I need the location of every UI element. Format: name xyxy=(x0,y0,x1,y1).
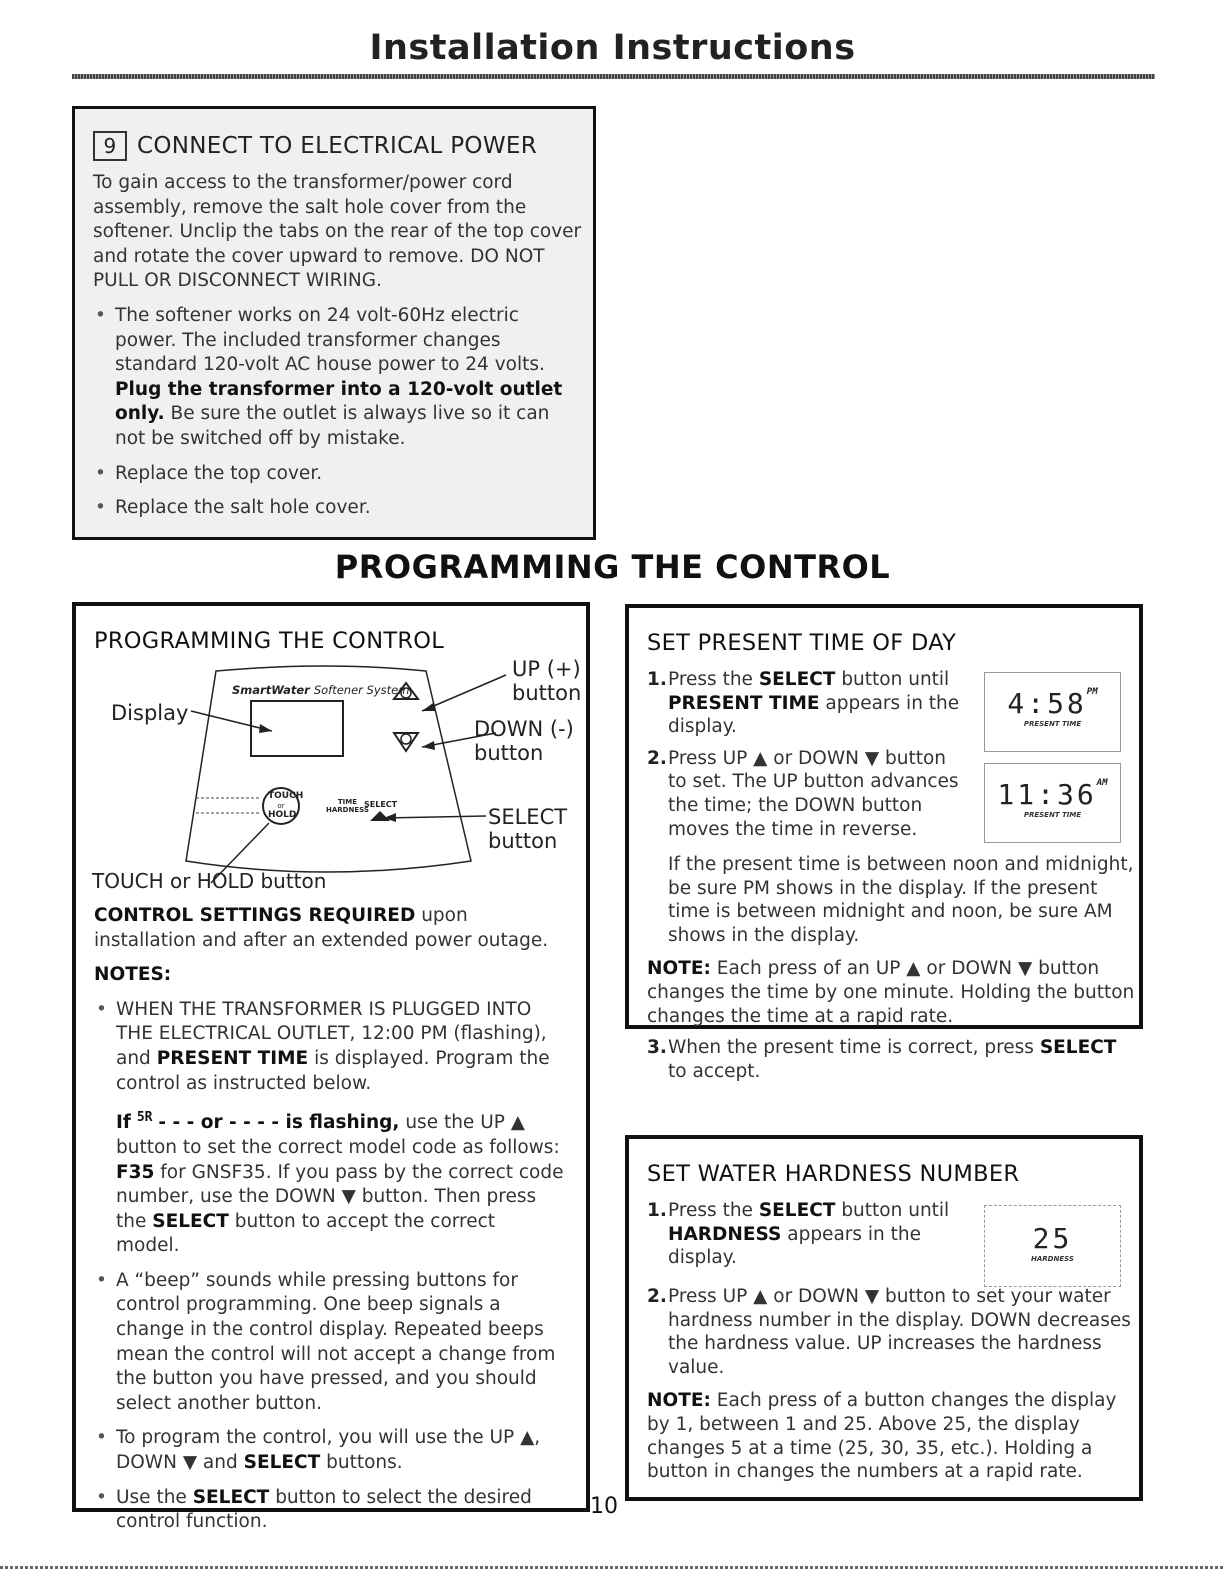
hardness-step-2 xyxy=(647,1285,1137,1379)
hardness-step-1-a: Press the xyxy=(668,1200,753,1221)
page-number: 10 xyxy=(590,1494,618,1519)
select-button[interactable]: SELECT xyxy=(364,800,398,809)
time-step-2 xyxy=(647,747,967,841)
note-1-a: WHEN THE TRANSFORMER IS PLUGGED INTO THE ELECTRICAL OUTLET, 12:00 PM (flashing), and xyxy=(116,998,547,1069)
flashing-note xyxy=(94,1106,564,1259)
time-step-2-num: 2. xyxy=(647,747,667,769)
note-4-bold: SELECT xyxy=(192,1486,270,1508)
hardness-note-label: NOTE: xyxy=(647,1390,711,1412)
step-number: 9 xyxy=(93,131,127,161)
note-4-a: Use the xyxy=(116,1486,187,1508)
settings-required-text: upon installation and after an extended power outage. xyxy=(94,905,549,951)
time-step-1-b: button until xyxy=(841,669,950,690)
connect-bullet-1-text: The softener works on 24 volt-60Hz electric power. The included transformer changes standard 120-volt AC house power to 24 volts. xyxy=(115,304,545,376)
up-label-2: button xyxy=(512,681,582,705)
lcd-am-suffix: AM xyxy=(1096,778,1108,788)
lcd-am-digits: 11:36 xyxy=(997,778,1097,811)
note-1-b: is displayed. Program the control as instructed below. xyxy=(116,1047,550,1094)
page-header: Installation Instructions xyxy=(369,28,856,68)
note-3-b: buttons. xyxy=(326,1452,403,1474)
flash-if: If xyxy=(116,1112,131,1134)
lcd-display-hardness xyxy=(984,1205,1121,1287)
hardness-label: HARDNESS xyxy=(326,806,369,814)
touch-label: TOUCH xyxy=(268,791,304,801)
hardness-step-1 xyxy=(647,1199,967,1270)
up-label-1: UP (+) xyxy=(512,657,581,681)
time-steps xyxy=(647,668,967,841)
brand-sub: Softener System xyxy=(313,683,410,697)
time-heading: SET PRESENT TIME OF DAY xyxy=(647,630,957,656)
connect-power-content xyxy=(93,131,583,521)
programming-box xyxy=(72,602,590,1533)
hardness-step-2-num: 2. xyxy=(647,1286,667,1307)
connect-heading-text: CONNECT TO ELECTRICAL POWER xyxy=(137,133,537,159)
programming-heading: PROGRAMMING THE CONTROL xyxy=(94,628,445,654)
hardness-step-1-num: 1. xyxy=(647,1200,667,1221)
flash-a: use the UP ▲ button to set the correct model code as follows: xyxy=(116,1112,560,1158)
time-step-1-num: 1. xyxy=(647,669,667,690)
touch-hold-label: TOUCH or HOLD button xyxy=(92,869,327,893)
model-code: F35 xyxy=(116,1161,155,1183)
midnight-note: If the present time is between noon and midnight, be sure PM shows in the display. If the present time is between midnight and noon, be sure AM shows in the display. xyxy=(668,854,1134,946)
connect-bullet-3: • Replace the salt hole cover. xyxy=(93,496,583,521)
hardness-step-1-c: appears in the display. xyxy=(668,1223,922,1269)
down-button-label xyxy=(474,717,574,765)
note-4-b: button to select the desired control function. xyxy=(116,1486,532,1533)
connect-heading xyxy=(93,131,583,161)
header-rule xyxy=(72,74,1155,79)
time-step-3 xyxy=(647,1036,1137,1083)
time-notes xyxy=(647,853,1137,1083)
lcd-pm-label: PRESENT TIME xyxy=(1023,720,1082,728)
lcd-pm-digits: 4:58 xyxy=(1007,687,1087,720)
hardness-note-text: Each press of a button changes the display by 1, between 1 and 25. Above 25, the display changes 5 at a time (25, 30, 35, etc.). Holding a button in changes the numbers at a rapid rate. xyxy=(647,1390,1117,1483)
connect-intro: To gain access to the transformer/power cord assembly, remove the salt hole cover from the softener. Unclip the tabs on the rear of the top cover and rotate the cover upward to remove. DO NOT PULL OR DISCONNECT WIRING. xyxy=(93,172,582,292)
up-button-label xyxy=(512,657,581,705)
time-step-1 xyxy=(647,668,967,739)
lcd-pm-readout xyxy=(985,687,1120,720)
lcd-hardness-label: HARDNESS xyxy=(1031,1255,1074,1263)
notes-label: NOTES: xyxy=(94,964,172,986)
time-step-3-a: When the present time is correct, press xyxy=(668,1037,1034,1059)
time-step-2-text: Press UP ▲ or DOWN ▼ button to set. The UP button advances the time; the DOWN button moves the time in reverse. xyxy=(668,747,959,840)
hardness-box xyxy=(625,1135,1143,1501)
note-1 xyxy=(94,998,564,1096)
lcd-hardness-digits: 25 xyxy=(1032,1222,1073,1255)
lcd-am-label: PRESENT TIME xyxy=(1023,811,1082,819)
down-label-2: button xyxy=(474,741,544,765)
settings-required-bold: CONTROL SETTINGS REQUIRED xyxy=(94,905,416,926)
time-note-label: NOTE: xyxy=(647,958,711,980)
main-title: PROGRAMMING THE CONTROL xyxy=(334,548,891,586)
time-note-text: Each press of an UP ▲ or DOWN ▼ button changes the time by one minute. Holding the button changes the time at a rapid rate. xyxy=(647,958,1135,1027)
note-4 xyxy=(94,1486,564,1535)
connect-power-box xyxy=(72,106,596,540)
connect-bullets xyxy=(93,304,583,521)
lcd-display-am xyxy=(984,763,1121,843)
note-3-bold: SELECT xyxy=(243,1452,321,1474)
connect-bullet-1-tail: Be sure the outlet is always live so it can not be switched off by mistake. xyxy=(115,403,550,449)
connect-bullet-2: • Replace the top cover. xyxy=(93,462,583,487)
time-step-3-b: to accept. xyxy=(668,1060,761,1082)
lcd-am-readout xyxy=(985,778,1120,811)
time-note xyxy=(647,957,1137,1028)
brand-name: SmartWater xyxy=(232,683,310,697)
select-label-2: button xyxy=(488,829,558,853)
brand-label xyxy=(232,683,409,697)
time-step-3-bold: SELECT xyxy=(1039,1037,1117,1059)
time-hardness-label xyxy=(326,798,369,814)
hold-label: HOLD xyxy=(268,810,297,820)
time-of-day-box xyxy=(625,604,1143,1082)
notes-list-2 xyxy=(94,1269,564,1535)
or-label: or xyxy=(277,801,285,810)
hardness-heading: SET WATER HARDNESS NUMBER xyxy=(647,1161,1020,1187)
hardness-note xyxy=(647,1389,1137,1483)
flash-b: for GNSF35. If you pass by the correct code number, use the DOWN ▼ button. Then press the xyxy=(116,1161,564,1232)
hardness-step-2-text: Press UP ▲ or DOWN ▼ button to set your water hardness number in the display. DOWN decreases the hardness value. UP increases the hardness value. xyxy=(668,1286,1131,1378)
hardness-step-1-bold2: HARDNESS xyxy=(668,1223,782,1245)
connect-bullet-1 xyxy=(93,304,583,452)
flash-glyph: 5R xyxy=(136,1110,153,1126)
lcd-pm-suffix: PM xyxy=(1086,687,1098,697)
lcd-display-pm xyxy=(984,672,1121,752)
flash-c: button to accept the correct model. xyxy=(116,1210,496,1257)
connect-bullet-1-bold: Plug the transformer into a 120-volt outlet only. xyxy=(115,378,563,425)
hardness-step-1-bold1: SELECT xyxy=(758,1200,836,1221)
flash-select: SELECT xyxy=(152,1210,229,1232)
settings-required xyxy=(94,904,564,953)
time-step-1-a: Press the xyxy=(668,669,753,690)
time-step-1-c: appears in the display. xyxy=(668,692,960,738)
time-step-1-bold2: PRESENT TIME xyxy=(668,692,820,714)
display-label: Display xyxy=(111,701,189,725)
hardness-more xyxy=(647,1285,1137,1484)
flash-mid: - - - or - - - - is flashing, xyxy=(158,1112,400,1134)
touch-hold-button[interactable] xyxy=(268,791,304,821)
down-label-1: DOWN (-) xyxy=(474,717,574,741)
select-button-label xyxy=(488,805,567,853)
time-label: TIME xyxy=(337,798,358,806)
note-3-a: To program the control, you will use the UP ▲, DOWN ▼ and xyxy=(116,1427,541,1474)
note-1-bold: PRESENT TIME xyxy=(156,1047,309,1069)
bottom-rule xyxy=(0,1566,1225,1569)
hardness-steps xyxy=(647,1199,967,1270)
select-label-1: SELECT xyxy=(488,805,568,829)
control-diagram xyxy=(76,657,586,896)
notes-list xyxy=(94,998,564,1096)
time-step-3-num: 3. xyxy=(647,1037,667,1059)
note-3 xyxy=(94,1426,564,1475)
note-2: • A “beep” sounds while pressing buttons for control programming. One beep signals a change in the control display. Repeated beeps mean the control will not accept a change from the button you have pressed, and you should select another button. xyxy=(94,1269,564,1417)
hardness-step-1-b: button until xyxy=(841,1200,950,1221)
programming-content xyxy=(94,904,564,1535)
time-step-1-bold1: SELECT xyxy=(758,669,836,690)
